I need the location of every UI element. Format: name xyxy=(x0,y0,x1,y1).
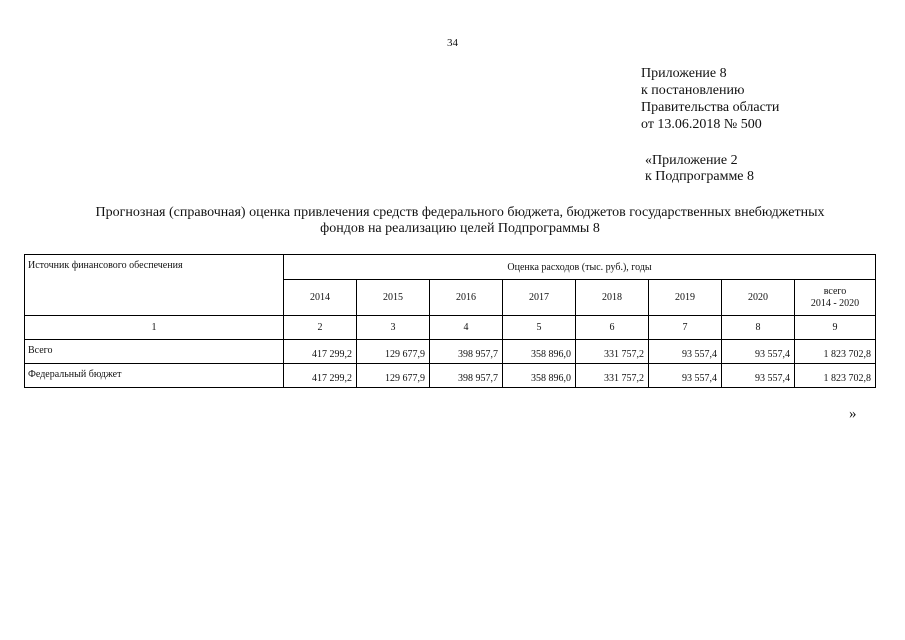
table-cell: 93 557,4 xyxy=(722,364,795,388)
subappendix-header xyxy=(645,153,754,185)
header-total-line: всего xyxy=(823,285,847,297)
title-line-1: Прогнозная (справочная) оценка привлечения средств федерального бюджета, бюджетов государственных внебюджетных xyxy=(95,205,825,220)
table-cell: 417 299,2 xyxy=(284,364,357,388)
document-title xyxy=(40,205,880,237)
header-source: Источник финансового обеспечения xyxy=(25,255,284,316)
table-cell: 331 757,2 xyxy=(576,340,649,364)
table-cell: 93 557,4 xyxy=(649,340,722,364)
header-expense-estimate: Оценка расходов (тыс. руб.), годы xyxy=(284,255,876,280)
table-cell: 417 299,2 xyxy=(284,340,357,364)
subappendix-line: к Подпрограмме 8 xyxy=(645,169,755,184)
header-year: 2019 xyxy=(649,280,722,316)
header-year: 2020 xyxy=(722,280,795,316)
table-cell: 93 557,4 xyxy=(649,364,722,388)
table-cell: 331 757,2 xyxy=(576,364,649,388)
appendix-line: к постановлению xyxy=(641,83,745,98)
table-cell: 129 677,9 xyxy=(357,364,430,388)
row-label: Федеральный бюджет xyxy=(25,364,284,388)
table-cell: 358 896,0 xyxy=(503,340,576,364)
column-number: 6 xyxy=(576,316,649,340)
header-year: 2018 xyxy=(576,280,649,316)
column-number: 3 xyxy=(357,316,430,340)
column-number: 8 xyxy=(722,316,795,340)
column-number: 2 xyxy=(284,316,357,340)
appendix-line: от 13.06.2018 № 500 xyxy=(641,117,762,132)
column-number: 1 xyxy=(25,316,284,340)
header-year: 2014 xyxy=(284,280,357,316)
closing-quote: » xyxy=(849,406,857,422)
header-year: 2015 xyxy=(357,280,430,316)
table-row-federal xyxy=(25,364,876,388)
table-cell: 129 677,9 xyxy=(357,340,430,364)
row-label: Всего xyxy=(25,340,284,364)
table-cell: 1 823 702,8 xyxy=(795,364,876,388)
header-year: 2017 xyxy=(503,280,576,316)
column-number: 9 xyxy=(795,316,876,340)
title-line-2: фондов на реализацию целей Подпрограммы 8 xyxy=(320,221,600,236)
header-year: 2016 xyxy=(430,280,503,316)
column-number: 4 xyxy=(430,316,503,340)
column-number: 7 xyxy=(649,316,722,340)
header-total xyxy=(795,280,876,316)
page-number: 34 xyxy=(447,37,458,49)
table-row-total xyxy=(25,340,876,364)
table-cell: 93 557,4 xyxy=(722,340,795,364)
table-cell: 398 957,7 xyxy=(430,340,503,364)
table-cell: 398 957,7 xyxy=(430,364,503,388)
column-number: 5 xyxy=(503,316,576,340)
table-cell: 1 823 702,8 xyxy=(795,340,876,364)
financing-table xyxy=(24,254,876,388)
subappendix-line: «Приложение 2 xyxy=(645,153,738,168)
appendix-line: Приложение 8 xyxy=(641,66,727,81)
table-cell: 358 896,0 xyxy=(503,364,576,388)
header-total-line: 2014 - 2020 xyxy=(810,297,860,309)
appendix-line: Правительства области xyxy=(641,100,780,115)
appendix-header xyxy=(641,65,779,133)
